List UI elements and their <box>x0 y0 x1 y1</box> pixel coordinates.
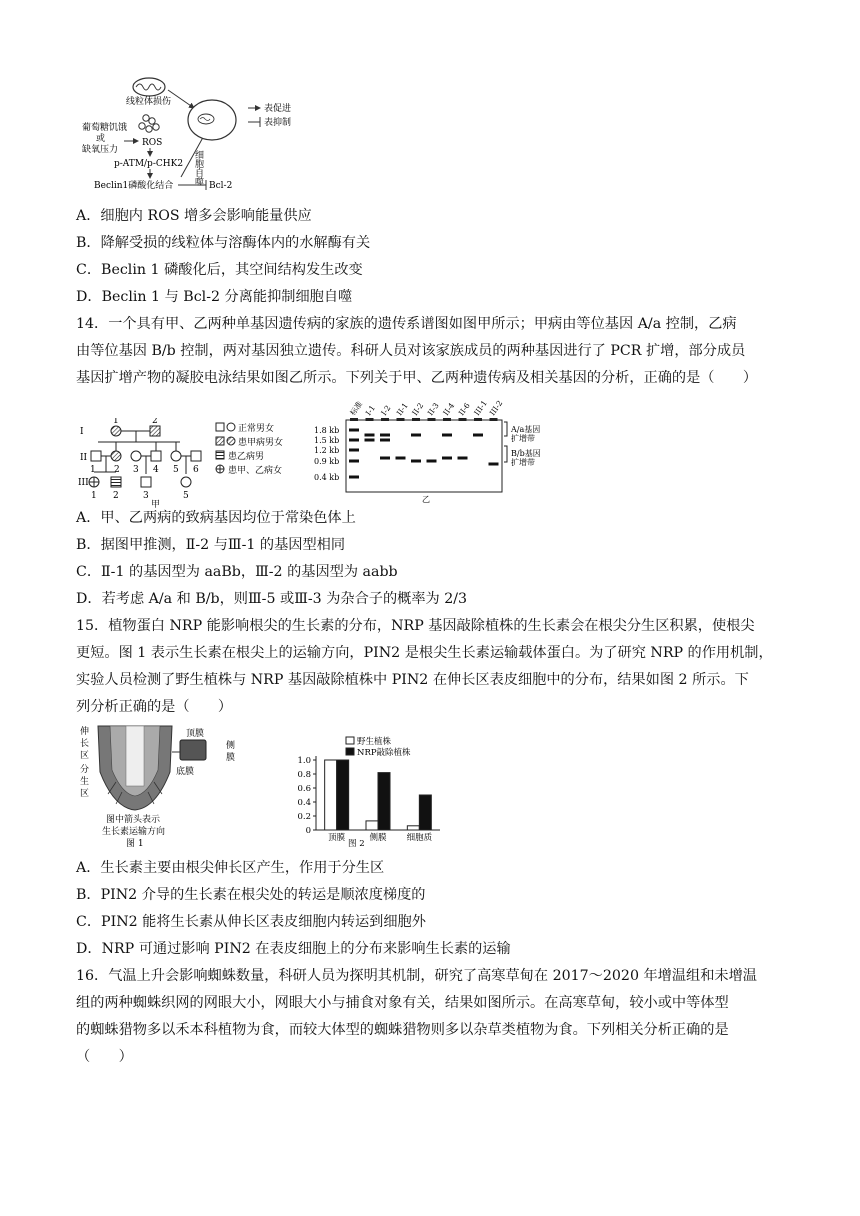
x-category-label: 侧膜 <box>369 833 387 843</box>
gel-sample-band <box>442 434 452 437</box>
gel-well <box>428 418 436 421</box>
q16-stem-line-4: （ ） <box>76 1049 133 1065</box>
gel-sample-band <box>380 457 390 460</box>
legend-knockout: NRP敲除植株 <box>357 748 411 758</box>
gel-sample-band <box>380 439 390 442</box>
generation-III-label: III <box>78 478 89 488</box>
mitochondrion-icon <box>133 78 165 96</box>
label-autophagy: 细胞自噬 <box>193 150 203 186</box>
label-side-membrane-1: 侧 <box>226 741 236 751</box>
gel-well <box>366 418 374 421</box>
gel-sample-band <box>427 460 437 463</box>
y-tick-label: 1.0 <box>297 756 311 766</box>
gel-sample-band <box>442 457 452 460</box>
gen2-num-1: 1 <box>90 465 96 475</box>
gel-lane-label: II-3 <box>425 401 441 418</box>
label-mito-damage: 线粒体损伤 <box>126 97 172 107</box>
label-atm: p-ATM/p-CHK2 <box>114 159 184 169</box>
gel-size-label: 1.5 kb <box>314 436 340 445</box>
gel-sample-band <box>396 457 406 460</box>
figure-14-pedigree <box>76 418 306 508</box>
gel-well <box>397 418 405 421</box>
zone-elong-2: 长 <box>80 739 90 749</box>
zone-elong-3: 区 <box>80 751 90 761</box>
q16-stem-line-3: 的蜘蛛猎物多以禾本科植物为食，而较大体型的蜘蛛猎物则多以杂草类植物为食。下列相关分析正确的是 <box>76 1022 729 1038</box>
gel-size-label: 0.4 kb <box>314 473 340 482</box>
gen1-num-1: 1 <box>113 418 119 426</box>
figure-2-label: 图 2 <box>348 839 365 849</box>
zone-merist-3: 区 <box>80 789 90 799</box>
legend-disease-b-male: 患乙病男 <box>228 452 265 462</box>
gel-ladder-band <box>349 429 359 432</box>
q13-option-b: B．降解受损的线粒体与溶酶体内的水解酶有关 <box>76 235 371 251</box>
q15-stem-line-4: 列分析正确的是（ ） <box>76 699 233 715</box>
root-tip-icon <box>98 726 172 810</box>
q16-stem-line-2: 组的两种蜘蛛织网的网眼大小，网眼大小与捕食对象有关，结果如图所示。在高寒草甸，较小或中等体型 <box>76 995 729 1011</box>
label-ros: ROS <box>142 138 163 148</box>
gel-lane-label: II-4 <box>441 401 457 418</box>
y-tick-label: 0.8 <box>297 770 311 780</box>
y-tick-label: 0.6 <box>297 784 311 794</box>
gel-well <box>490 418 498 421</box>
legend-promote: 表促进 <box>264 104 292 114</box>
label-top-membrane: 顶膜 <box>186 729 205 739</box>
q15-stem-line-1: 15．植物蛋白 NRP 能影响根尖的生长素的分布，NRP 基因敲除植株的生长素会在根尖分生区积累，使根尖 <box>76 618 755 634</box>
autophagy-cell-icon <box>188 100 236 140</box>
gel-size-label: 1.8 kb <box>314 426 340 435</box>
band-label-bb-2: 扩增带 <box>511 458 535 467</box>
bar-wild <box>366 821 378 830</box>
bar-wild <box>325 760 337 830</box>
gel-lane-label: I-2 <box>379 403 393 418</box>
q14-option-d: D．若考虑 A/a 和 B/b，则Ⅲ-5 或Ⅲ-3 为杂合子的概率为 2/3 <box>76 591 468 607</box>
label-side-membrane-2: 膜 <box>226 753 236 763</box>
gel-well <box>443 418 451 421</box>
q14-stem-line-3: 基因扩增产物的凝胶电泳结果如图乙所示。下列关于甲、乙两种遗传病及相关基因的分析，正确的是（ ） <box>76 370 758 386</box>
gel-ladder-band <box>349 449 359 452</box>
label-glucose: 葡萄糖饥饿 <box>82 123 128 133</box>
gel-sample-band <box>473 434 483 437</box>
q14-stem-line-1: 14．一个具有甲、乙两种单基因遗传病的家族的遗传系谱图如图甲所示；甲病由等位基因 A/a 控制，乙病 <box>76 316 737 332</box>
q13-option-c: C．Beclin 1 磷酸化后，其空间结构发生改变 <box>76 262 363 278</box>
caption-line-1: 图中箭头表示 <box>106 815 161 825</box>
q15-option-b: B．PIN2 介导的生长素在根尖处的转运是顺浓度梯度的 <box>76 887 426 903</box>
caption-line-2: 生长素运输方向 <box>102 827 166 837</box>
gel-well <box>474 418 482 421</box>
gel-lane-label: II-1 <box>394 401 410 418</box>
gen2-num-4: 4 <box>153 465 159 475</box>
figure-15-bar-chart <box>282 734 452 850</box>
gel-sample-band <box>411 460 421 463</box>
label-or: 或 <box>96 134 106 144</box>
gel-well <box>459 418 467 421</box>
band-label-aa-2: 扩增带 <box>511 434 535 443</box>
membrane-cell-icon <box>180 740 206 760</box>
q15-option-a: A．生长素主要由根尖伸长区产生，作用于分生区 <box>76 860 385 876</box>
gel-lane-label: 标准 <box>348 399 365 418</box>
gel-lane-label: II-6 <box>456 401 472 418</box>
bar-knockout <box>378 773 390 830</box>
label-bottom-membrane: 底膜 <box>176 767 195 777</box>
label-beclin: Beclin1磷酸化结合 <box>94 181 174 191</box>
legend-wild: 野生植株 <box>357 737 392 747</box>
legend-normal: 正常男女 <box>238 424 275 434</box>
gel-ladder-band <box>349 439 359 442</box>
x-category-label: 细胞质 <box>406 833 433 843</box>
legend-disease-a: 患甲病男女 <box>238 438 284 448</box>
q14-stem-line-2: 由等位基因 B/b 控制，两对基因独立遗传。科研人员对该家族成员的两种基因进行了 PCR 扩增，部分成员 <box>76 343 746 359</box>
q15-option-d: D．NRP 可通过影响 PIN2 在表皮细胞上的分布来影响生长素的运输 <box>76 941 511 957</box>
band-label-bb-1: B/b基因 <box>511 449 541 458</box>
label-hypoxia: 缺氧压力 <box>82 145 119 155</box>
q15-stem-line-3: 实验人员检测了野生植株与 NRP 基因敲除植株中 PIN2 在伸长区表皮细胞中的分布，结果如图 2 所示。下 <box>76 672 749 688</box>
zone-merist-1: 分 <box>80 765 90 775</box>
q14-option-b: B．据图甲推测，Ⅱ-2 与Ⅲ-1 的基因型相同 <box>76 537 346 553</box>
gel-lane-label: II-2 <box>410 401 426 418</box>
gel-well <box>381 418 389 421</box>
y-tick-label: 0 <box>305 826 311 836</box>
bar-knockout <box>337 760 349 830</box>
ros-particles-icon <box>139 115 159 132</box>
generation-II-label: II <box>80 453 88 463</box>
gel-lane-label: III-1 <box>472 398 489 418</box>
gen2-num-5: 5 <box>173 465 179 475</box>
q14-option-c: C．Ⅱ-1 的基因型为 aaBb，Ⅲ-2 的基因型为 aabb <box>76 564 398 580</box>
bar-knockout <box>419 795 431 830</box>
y-tick-label: 0.4 <box>297 798 311 808</box>
gen2-num-2: 2 <box>114 465 120 475</box>
figure-15-root-tip <box>76 722 246 850</box>
legend-inhibit: 表抑制 <box>264 118 292 128</box>
label-bcl2: Bcl-2 <box>209 181 233 191</box>
gen3-num-5: 5 <box>183 491 189 501</box>
gel-size-label: 0.9 kb <box>314 457 340 466</box>
q15-stem-line-2: 更短。图 1 表示生长素在根尖上的运输方向，PIN2 是根尖生长素运输载体蛋白。为了研究 NRP 的作用机制， <box>76 645 773 661</box>
figure-14-gel <box>312 394 542 504</box>
gen1-num-2: 2 <box>152 418 158 426</box>
legend-swatch-knockout <box>346 748 354 755</box>
generation-I-label: I <box>80 427 84 437</box>
gel-sample-band <box>365 439 375 442</box>
zone-merist-2: 生 <box>80 777 90 787</box>
figure-1-label: 图 1 <box>126 839 144 849</box>
gel-sample-band <box>489 463 499 466</box>
gen2-num-3: 3 <box>133 465 139 475</box>
gel-lane-label: I-1 <box>363 403 378 418</box>
band-label-aa-1: A/a基因 <box>511 425 541 434</box>
legend-both-female: 患甲、乙病女 <box>228 466 283 476</box>
gel-sample-band <box>365 434 375 437</box>
gel-sample-band <box>380 434 390 437</box>
gen3-num-3: 3 <box>143 491 149 501</box>
gel-size-label: 1.2 kb <box>314 446 340 455</box>
gel-well <box>412 418 420 421</box>
gel-sample-band <box>458 457 468 460</box>
q15-option-c: C．PIN2 能将生长素从伸长区表皮细胞内转运到细胞外 <box>76 914 426 930</box>
label-yi: 乙 <box>422 495 430 504</box>
q14-option-a: A．甲、乙两病的致病基因均位于常染色体上 <box>76 510 356 526</box>
gel-sample-band <box>411 434 421 437</box>
gen3-num-1: 1 <box>91 491 97 501</box>
gel-ladder-band <box>349 460 359 463</box>
gen2-num-6: 6 <box>193 465 199 475</box>
y-tick-label: 0.2 <box>297 812 311 822</box>
bar-wild <box>407 826 419 830</box>
q13-option-a: A．细胞内 ROS 增多会影响能量供应 <box>76 208 312 224</box>
gen3-num-2: 2 <box>113 491 119 501</box>
legend-swatch-wild <box>346 737 354 744</box>
q16-stem-line-1: 16．气温上升会影响蜘蛛数量，科研人员为探明其机制，研究了高寒草甸在 2017～2020 年增温组和未增温 <box>76 968 757 984</box>
x-category-label: 顶膜 <box>328 833 346 843</box>
figure-13-autophagy-pathway <box>76 72 306 200</box>
gel-well <box>350 418 358 421</box>
gel-ladder-band <box>349 476 359 479</box>
zone-elong-1: 伸 <box>80 727 90 737</box>
q13-option-d: D．Beclin 1 与 Bcl-2 分离能抑制细胞自噬 <box>76 289 353 305</box>
label-jia: 甲 <box>151 500 161 508</box>
gel-lane-label: III-2 <box>487 398 505 418</box>
